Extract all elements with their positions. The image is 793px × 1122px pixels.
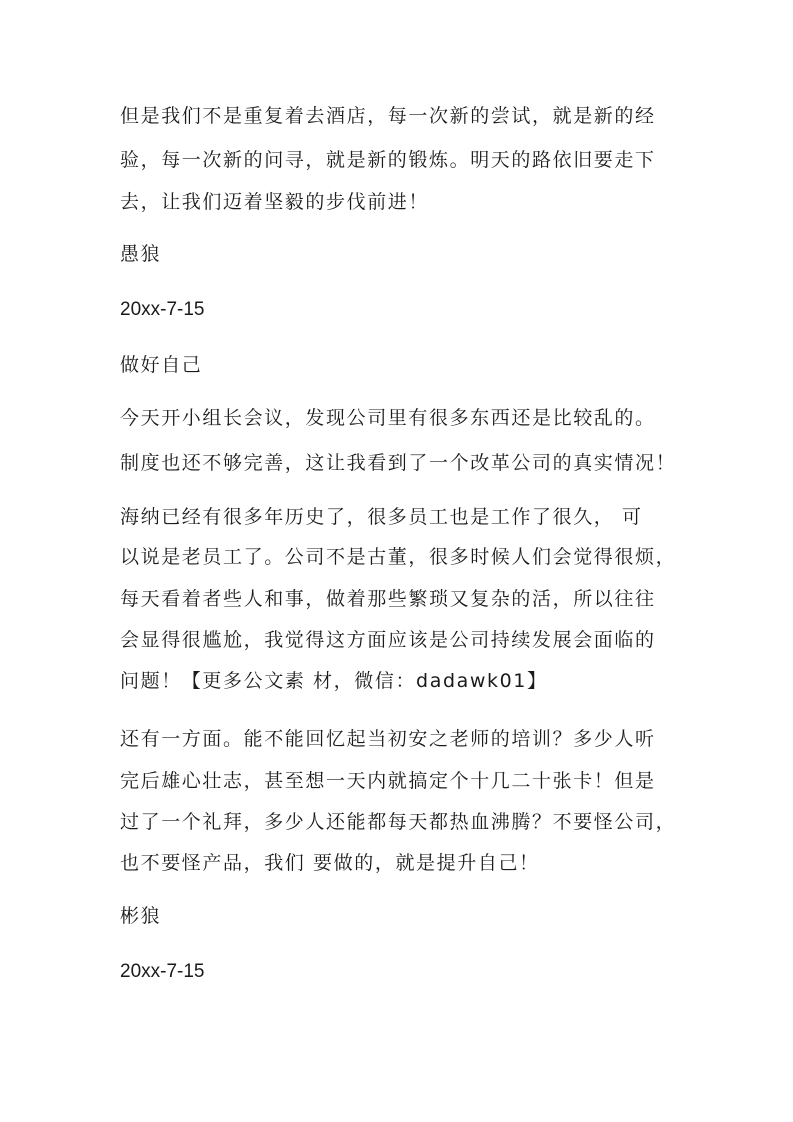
paragraph-line: 完后雄心壮志，甚至想一天内就搞定个十几二十张卡！但是 [120, 770, 656, 792]
paragraph-line: 也不要怪产品，我们 要做的，就是提升自己！ [120, 852, 540, 874]
date-line: 20xx-7-15 [120, 961, 205, 982]
paragraph-line: 过了一个礼拜，多少人还能都每天都热血沸腾？不要怪公司， [120, 811, 677, 833]
paragraph-line: 制度也还不够完善，这让我看到了一个改革公司的真实情况！ [120, 452, 677, 474]
paragraph-line: 验，每一次新的问寻，就是新的锻炼。明天的路依旧要走下 [120, 149, 656, 171]
paragraph-line: 今天开小组长会议，发现公司里有很多东西还是比较乱的。 [120, 407, 656, 429]
paragraph-line: 海纳已经有很多年历史了，很多员工也是工作了很久， 可 [120, 506, 643, 528]
paragraph-line: 问题！【更多公文素 材，微信：dadawk01】 [120, 670, 548, 692]
paragraph-line: 会显得很尴尬，我觉得这方面应该是公司持续发展会面临的 [120, 629, 656, 651]
author-signature: 愚狼 [120, 243, 162, 265]
author-signature: 彬狼 [120, 905, 162, 927]
paragraph-line: 每天看着者些人和事，做着那些繁琐又复杂的活，所以往往 [120, 588, 656, 610]
paragraph-line: 还有一方面。能不能回忆起当初安之老师的培训？多少人听 [120, 728, 656, 750]
date-line: 20xx-7-15 [120, 299, 205, 320]
paragraph-line: 但是我们不是重复着去酒店，每一次新的尝试，就是新的经 [120, 105, 656, 127]
paragraph-line: 以说是老员工了。公司不是古董，很多时候人们会觉得很烦， [120, 546, 677, 568]
section-title: 做好自己 [120, 354, 203, 376]
paragraph-line: 去，让我们迈着坚毅的步伐前进！ [120, 191, 430, 213]
